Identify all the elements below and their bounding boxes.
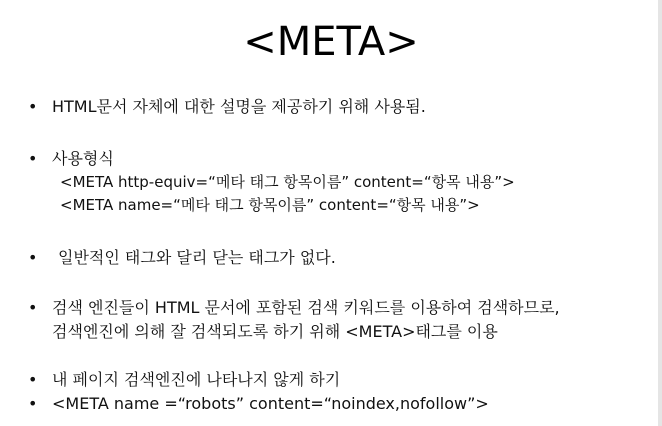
bullet-item-purpose [28, 95, 648, 119]
bullet-item-no-closing-tag [28, 246, 648, 270]
bullet-item-usage [28, 147, 648, 217]
bullet-text-line-1: 검색 엔진들이 HTML 문서에 포함된 검색 키워드를 이용하여 검색하므로, [52, 298, 560, 317]
bullet-text: 사용형식 [52, 149, 114, 168]
bullet-text: <META name =“robots” content=“noindex,nofollow”> [52, 394, 489, 413]
code-example-http-equiv: <META http-equiv=“메타 태그 항목이름” content=“항목 내용”> [60, 173, 515, 191]
bullet-text: 일반적인 태그와 달리 닫는 태그가 없다. [58, 248, 336, 267]
bullet-item-hide-page [28, 368, 648, 392]
bullet-icon: • [28, 149, 38, 168]
bullet-item-robots-example [28, 392, 648, 416]
bullet-icon: • [28, 394, 38, 413]
bullet-item-search-engines [28, 296, 648, 344]
bullet-icon: • [28, 248, 38, 267]
bullet-text: 내 페이지 검색엔진에 나타나지 않게 하기 [52, 370, 341, 389]
bullet-icon: • [28, 370, 38, 389]
slide-title: <META> [243, 19, 419, 65]
bullet-text-line-2: 검색엔진에 의해 잘 검색되도록 하기 위해 <META>태그를 이용 [52, 322, 498, 341]
bullet-icon: • [28, 97, 38, 116]
code-example-name: <META name=“메타 태그 항목이름” content=“항목 내용”> [60, 196, 480, 214]
bullet-text: HTML문서 자체에 대한 설명을 제공하기 위해 사용됨. [52, 97, 426, 116]
bullet-icon: • [28, 298, 38, 317]
